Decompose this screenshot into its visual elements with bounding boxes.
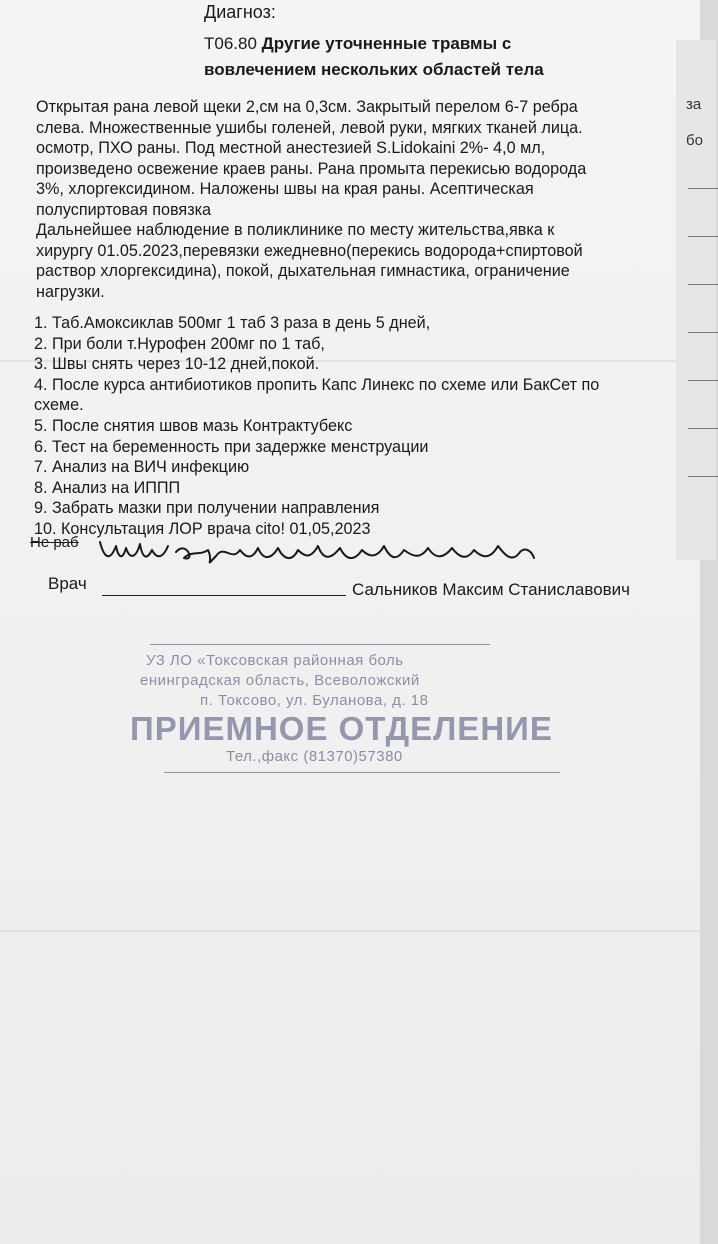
under-sheet-line: [688, 332, 718, 333]
paper-fold: [0, 930, 700, 932]
handwritten-note: [96, 532, 536, 572]
struck-text: Не раб: [30, 534, 79, 551]
text-line: слева. Множественные ушибы голеней, левой руки, мягких тканей лица.: [36, 118, 583, 137]
under-sheet-line: [688, 476, 718, 477]
stamp-line: УЗ ЛО «Токсовская районная боль: [146, 652, 404, 669]
text-line: хирургу 01.05.2023,перевязки ежедневно(перекись водорода+спиртовой: [36, 241, 583, 260]
under-sheet-line: [688, 380, 718, 381]
list-item: 5. После снятия швов мазь Контрактубекс: [34, 416, 353, 435]
examination-text: [36, 97, 676, 302]
under-sheet-fragment: бо: [686, 132, 703, 149]
stamp-line: п. Токсово, ул. Буланова, д. 18: [200, 692, 429, 709]
diagnosis-code: T06.80: [204, 34, 257, 53]
text-line: раствор хлоргексидина), покой, дыхательная гимнастика, ограничение: [36, 262, 570, 280]
list-item: 1. Таб.Амоксиклав 500мг 1 таб 3 раза в день 5 дней,: [34, 314, 431, 332]
text-line: нагрузки.: [36, 282, 105, 301]
text-line: осмотр, ПХО раны. Под местной анестезией S.Lidokaini 2%- 4,0 мл,: [36, 139, 546, 157]
list-item: 3. Швы снять через 10-12 дней,покой.: [34, 355, 320, 374]
text-line: Открытая рана левой щеки 2,см на 0,3см. Закрытый перелом 6-7 ребра: [36, 98, 578, 116]
diagnosis-title-line1: [204, 34, 511, 54]
recommendations-list: [34, 313, 680, 540]
stamp-department: ПРИЕМНОЕ ОТДЕЛЕНИЕ: [130, 710, 553, 747]
diagnosis-title-part1: Другие уточненные травмы с: [261, 34, 512, 53]
under-sheet-line: [688, 188, 718, 189]
list-item: 8. Анализ на ИППП: [34, 478, 181, 497]
diagnosis-title-line2: вовлечением нескольких областей тела: [204, 60, 544, 79]
list-item: 2. При боли т.Нурофен 200мг по 1 таб,: [34, 334, 325, 353]
under-sheet-fragment: за: [686, 96, 702, 113]
text-line: 3%, хлоргексидином. Наложены швы на края раны. Асептическая: [36, 180, 534, 198]
hospital-stamp: [130, 638, 560, 778]
stamp-rule: [150, 644, 490, 645]
text-line: полуспиртовая повязка: [36, 200, 212, 219]
diagnosis-label: Диагноз:: [204, 2, 276, 22]
list-item: 10. Консультация ЛОР врача cito! 01,05,2023: [34, 519, 371, 538]
text-line: произведено освежение краев раны. Рана промыта перекисью водорода: [36, 159, 587, 178]
under-sheet-line: [688, 284, 718, 285]
list-item: 6. Тест на беременность при задержке менструации: [34, 437, 429, 456]
list-item: 9. Забрать мазки при получении направления: [34, 499, 380, 518]
under-sheet-line: [688, 428, 718, 429]
text-line: Дальнейшее наблюдение в поликлинике по месту жительства,явка к: [36, 221, 555, 239]
stamp-line: енинградская область, Всеволожский: [140, 672, 420, 689]
list-item: схеме.: [34, 396, 84, 415]
list-item: 4. После курса антибиотиков пропить Капс Линекс по схеме или БакСет по: [34, 375, 600, 394]
stamp-rule: [164, 772, 560, 773]
doctor-name: Сальников Максим Станиславович: [352, 580, 631, 599]
stamp-line: Тел.,факс (81370)57380: [226, 748, 403, 765]
signature-line: [102, 595, 346, 596]
underlying-sheet: [676, 40, 716, 560]
doctor-label: Врач: [48, 574, 87, 593]
list-item: 7. Анализ на ВИЧ инфекцию: [34, 458, 250, 477]
under-sheet-line: [688, 236, 718, 237]
